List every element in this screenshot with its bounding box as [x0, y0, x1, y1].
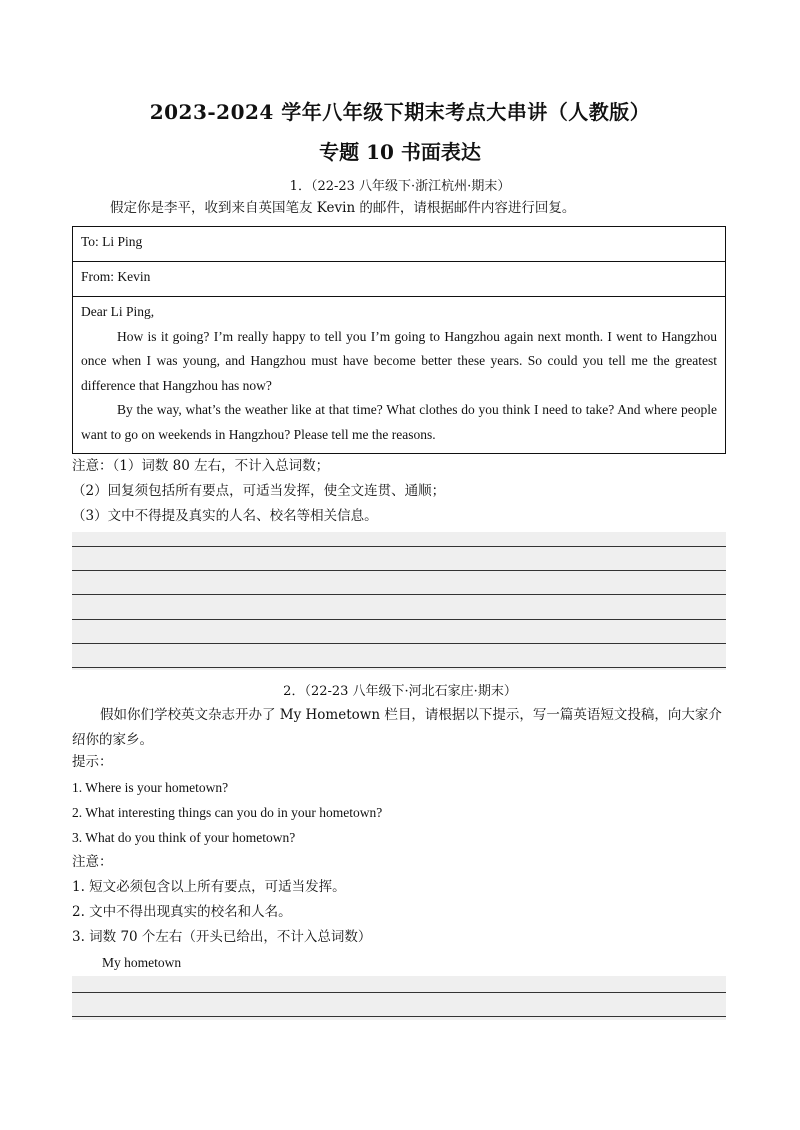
document-title: 2023-2024 学年八年级下期末考点大串讲（人教版）	[149, 100, 651, 124]
answer-area-2[interactable]	[72, 976, 726, 1020]
question-1-intro: 假定你是李平，收到来自英国笔友 Kevin 的邮件，请根据邮件内容进行回复。	[110, 200, 576, 216]
note-line: 注意：（1）词数 80 左右，不计入总词数；	[72, 458, 330, 474]
note-line: （2）回复须包括所有要点，可适当发挥，使全文连贯、通顺；	[72, 483, 446, 499]
answer-line	[72, 667, 726, 668]
email-from: From: Kevin	[73, 262, 725, 297]
question-2-heading: 2．（22-23 八年级下·河北石家庄·期末）	[283, 684, 517, 699]
question-1-notes	[72, 454, 732, 529]
email-paragraph-2: By the way, what’s the weather like at that time? What clothes do you think I need to take? And where people want to go on weekends in Hangzhou? Please tell me the reasons.	[81, 402, 717, 442]
email-box	[72, 226, 726, 454]
question-1-heading: 1．（22-23 八年级下·浙江杭州·期末）	[289, 179, 511, 194]
notes-label: 注意：	[72, 854, 113, 870]
email-paragraph-1: How is it going? I’m really happy to tell you I’m going to Hangzhou again next month. I went to Hangzhou once when I was young, and Hangzhou must have become better these years. So could you tell me the greatest difference that Hangzhou has now?	[81, 328, 717, 393]
tips-label: 提示：	[72, 754, 113, 770]
note-line: （3）文中不得提及真实的人名、校名等相关信息。	[72, 508, 378, 524]
answer-line	[72, 619, 726, 620]
answer-line	[72, 570, 726, 571]
answer-line	[72, 643, 726, 644]
question-2-tips	[72, 750, 732, 975]
answer-line	[72, 1016, 726, 1017]
topic-title: 专题 10 书面表达	[319, 140, 481, 164]
essay-opening: My hometown	[102, 955, 182, 970]
email-greeting: Dear Li Ping,	[81, 304, 155, 319]
answer-line	[72, 594, 726, 595]
note-item: 3. 词数 70 个左右（开头已给出，不计入总词数）	[72, 929, 372, 945]
note-item: 2. 文中不得出现真实的校名和人名。	[72, 904, 292, 920]
tip-item: 1. Where is your hometown?	[72, 780, 229, 795]
answer-area-1[interactable]	[72, 532, 726, 670]
tip-item: 2. What interesting things can you do in your hometown?	[72, 805, 383, 820]
answer-line	[72, 546, 726, 547]
note-item: 1. 短文必须包含以上所有要点，可适当发挥。	[72, 879, 346, 895]
question-2-intro: 假如你们学校英文杂志开办了 My Hometown 栏目，请根据以下提示，写一篇英语短文投稿，向大家介绍你的家乡。	[72, 707, 722, 748]
email-to: To: Li Ping	[73, 227, 725, 262]
email-body	[73, 297, 725, 447]
tip-item: 3. What do you think of your hometown?	[72, 830, 296, 845]
answer-line	[72, 992, 726, 993]
